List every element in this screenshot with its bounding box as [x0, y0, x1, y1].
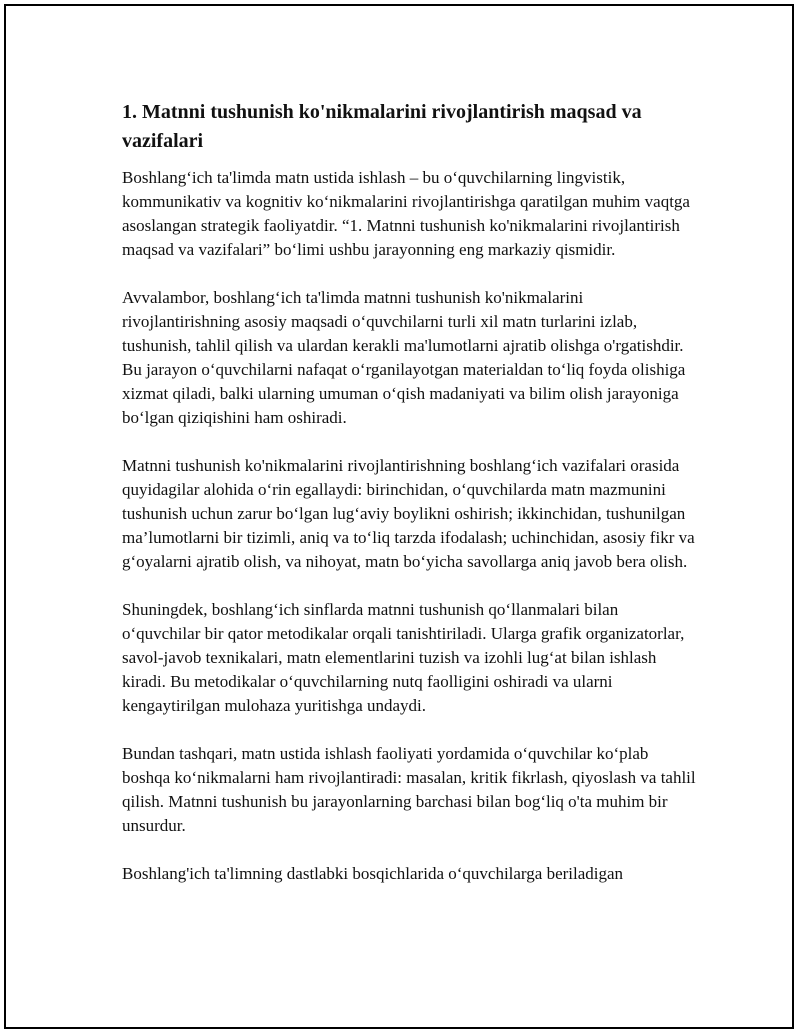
paragraph-6: Boshlang'ich ta'limning dastlabki bosqichlarida o‘quvchilarga beriladigan [122, 864, 624, 883]
document-body [122, 98, 696, 910]
paragraph-2: Avvalambor, boshlang‘ich ta'limda matnni tushunish ko'nikmalarini rivojlantirishning asosiy maqsadi o‘quvchilarni turli xil matn turlarini izlab, tushunish, tahlil qilish va ulardan kerakli ma'lumotlarni ajratib olishga o'rgatishdir. Bu jarayon o‘quvchilarni nafaqat oʻrganilayotgan materialdan to‘liq foyda olishiga xizmat qiladi, balki ularning umuman o‘qish madaniyati va bilim olish jarayoniga bo‘lgan qiziqishini ham oshiradi. [122, 288, 686, 427]
paragraph-4: Shuningdek, boshlang‘ich sinflarda matnni tushunish qo‘llanmalari bilan o‘quvchilar bir qator metodikalar orqali tanishtiriladi. Ularga grafik organizatorlar, savol-javob texnikalari, matn elementlarini tuzish va izohli lug‘at bilan ishlash kiradi. Bu metodikalar o‘quvchilarning nutq faolligini oshiradi va ularni kengaytirilgan mulohaza yuritishga undaydi. [122, 600, 685, 715]
paragraph-1: Boshlang‘ich ta'limda matn ustida ishlash – bu o‘quvchilarning lingvistik, kommunikativ va kognitiv ko‘nikmalarini rivojlantirishga qaratilgan muhim vaqtga asoslangan strategik faoliyatdir. “1. Matnni tushunish ko'nikmalarini rivojlantirish maqsad va vazifalari” bo‘limi ushbu jarayonning eng markaziy qismidir. [122, 168, 690, 259]
paragraph-5: Bundan tashqari, matn ustida ishlash faoliyati yordamida o‘quvchilar ko‘plab boshqa ko‘nikmalarni ham rivojlantiradi: masalan, kritik fikrlash, qiyoslash va tahlil qilish. Matnni tushunish bu jarayonlarning barchasi bilan bog‘liq o'ta muhim bir unsurdur. [122, 744, 696, 835]
paragraph-3: Matnni tushunish ko'nikmalarini rivojlantirishning boshlang‘ich vazifalari orasida quyidagilar alohida o‘rin egallaydi: birinchidan, o‘quvchilarda matn mazmunini tushunish uchun zarur bo‘lgan lug‘aviy boylikni oshirish; ikkinchidan, tushunilgan ma’lumotlarni bir tizimli, aniq va to‘liq tarzda ifodalash; uchinchidan, asosiy fikr va g‘oyalarni ajratib olish, va nihoyat, matn bo‘yicha savollarga aniq javob bera olish. [122, 456, 695, 571]
page-frame [4, 4, 794, 1029]
section-heading: 1. Matnni tushunish ko'nikmalarini rivojlantirish maqsad va vazifalari [122, 101, 642, 152]
